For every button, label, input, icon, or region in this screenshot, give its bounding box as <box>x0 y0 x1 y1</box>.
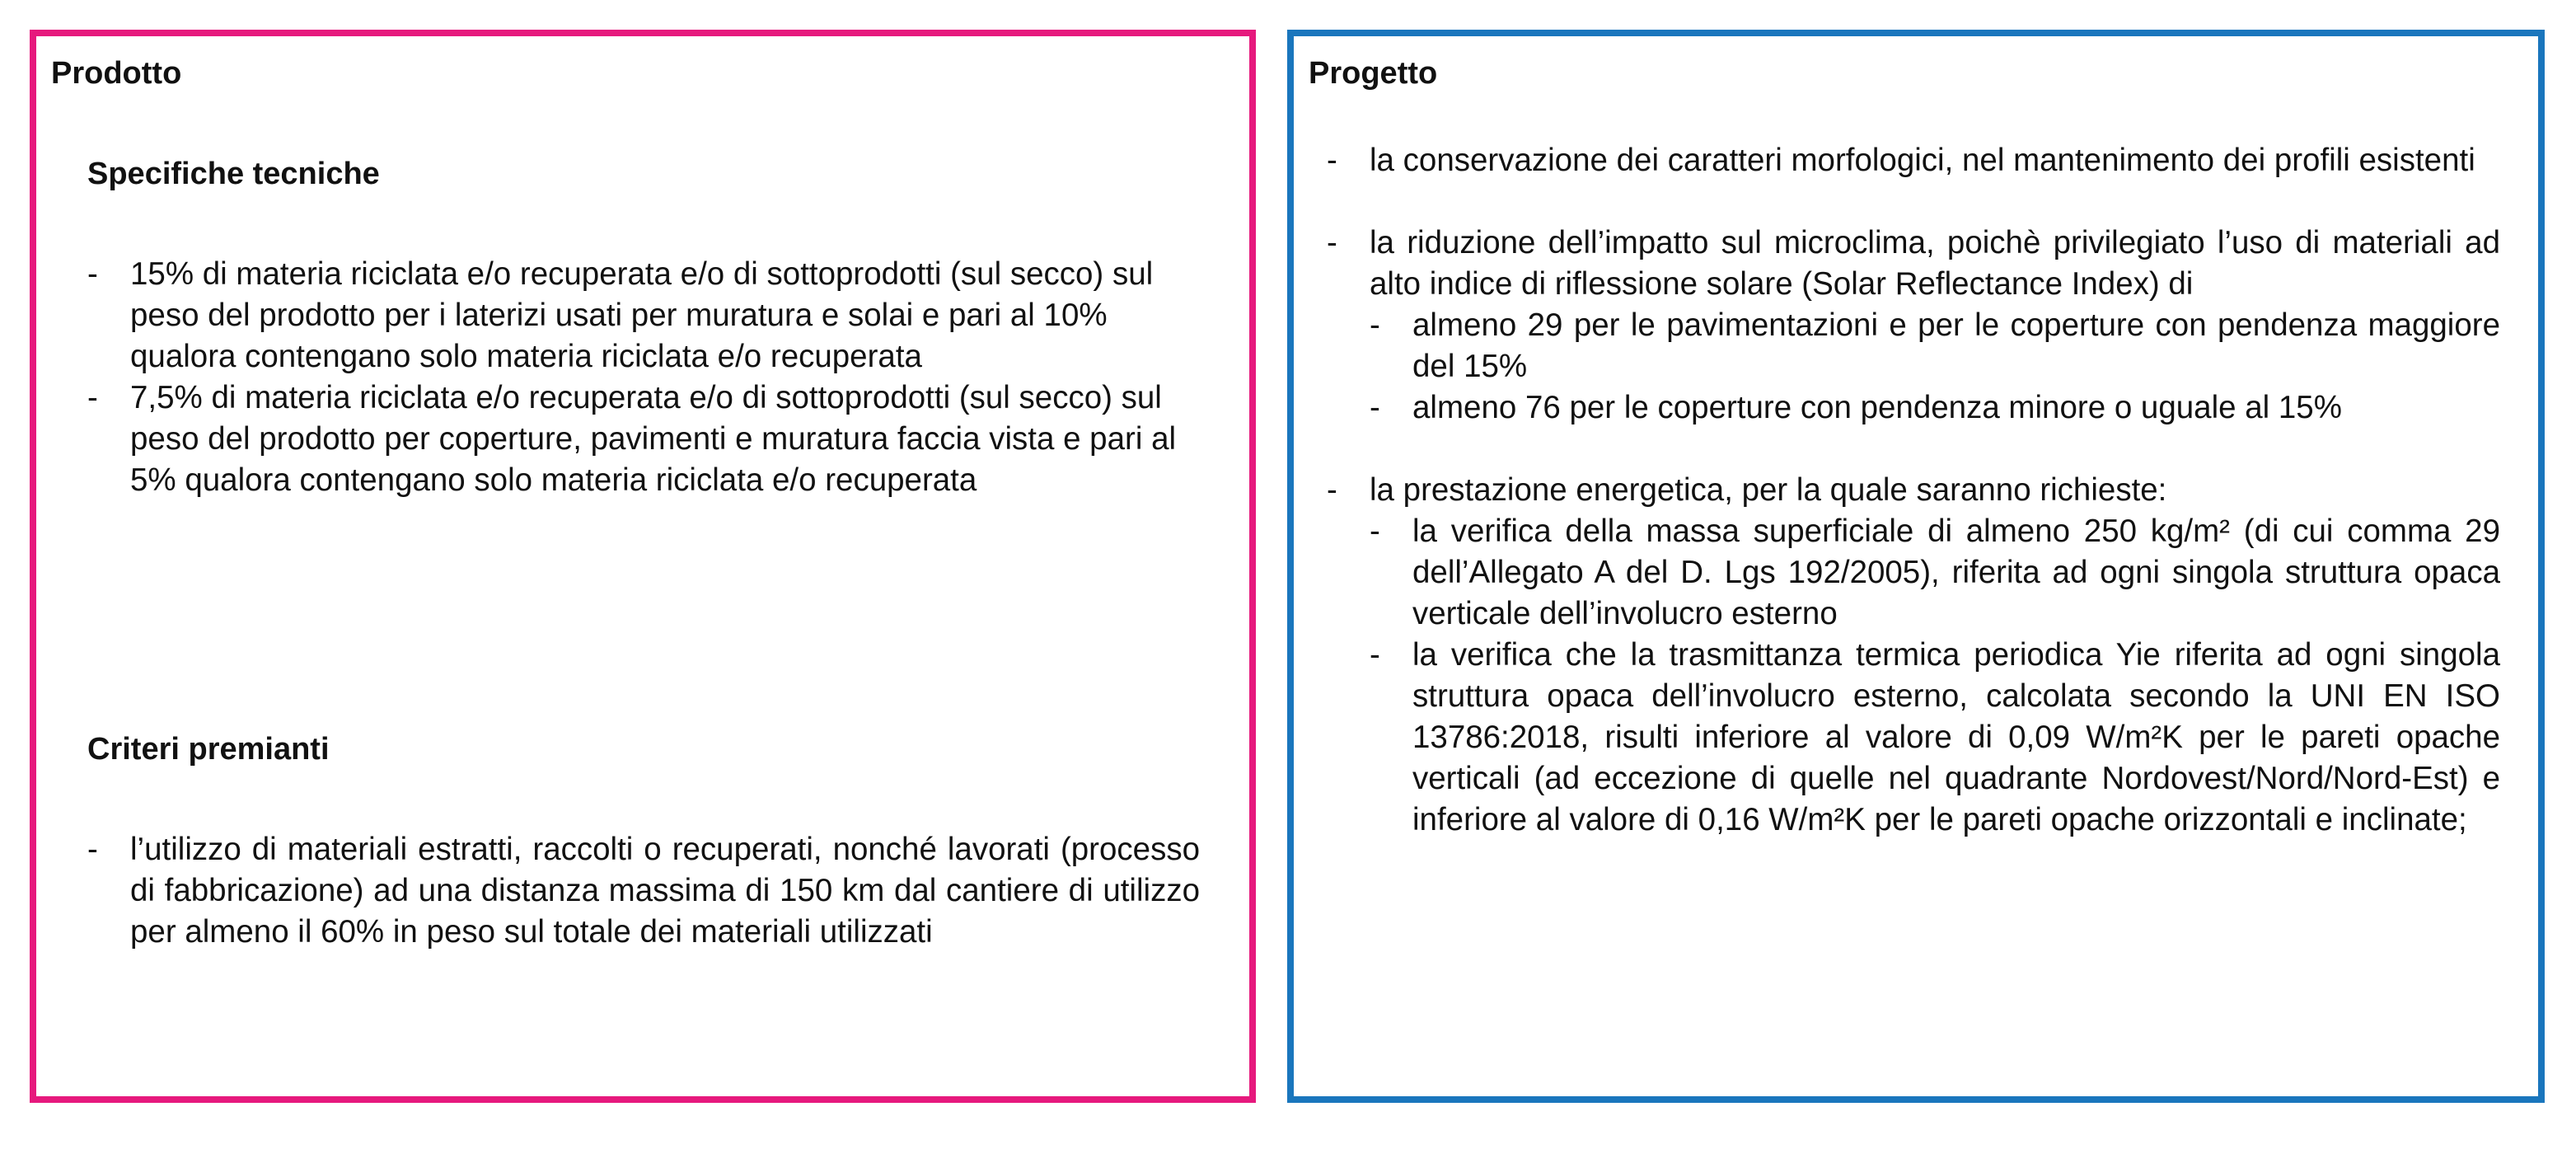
list-item-text: 7,5% di materia riciclata e/o recuperata e/o di sottoprodotti (sul secco) sul peso del prodotto per coperture, pavimenti e muratura faccia vista e pari al 5% qualora contengano solo materia riciclata e/o recuperata <box>130 380 1177 498</box>
sub-list-item-text: la verifica che la trasmittanza termica periodica Yie riferita ad ogni singola struttura opaca dell’involucro esterno, calcolata secondo la UNI EN ISO 13786:2018, risulti inferiore al valore di 0,09 W/m²K per le pareti opache verticali (ad eccezione di quelle nel quadrante Nordovest/Nord/Nord-Est) e inferiore al valore di 0,16 W/m²K per le pareti opache orizzontali e inclinate; <box>1412 637 2500 837</box>
sub-list-item <box>1370 635 2500 841</box>
sub-list-item <box>1370 305 2500 387</box>
sub-list-item-text: la verifica della massa superficiale di almeno 250 kg/m² (di cui comma 29 dell’Allegato A del D. Lgs 192/2005), riferita ad ogni singola struttura opaca verticale dell’involucro esterno <box>1412 514 2500 631</box>
bullet-dash: - <box>1370 514 1380 549</box>
sub-list <box>1370 305 2500 429</box>
specifiche-tecniche-heading: Specifiche tecniche <box>87 157 380 191</box>
bullet-dash: - <box>1370 390 1380 425</box>
bullet-dash: - <box>87 256 98 292</box>
bullet-dash: - <box>87 832 98 867</box>
bullet-dash: - <box>1327 472 1337 508</box>
sub-list-item-text: almeno 29 per le pavimentazioni e per le coperture con pendenza maggiore del 15% <box>1412 307 2500 384</box>
progetto-list <box>1327 140 2500 841</box>
list-item-text: la prestazione energetica, per la quale saranno richieste: <box>1370 472 2167 508</box>
progetto-heading: Progetto <box>1309 56 1438 91</box>
list-item <box>1327 140 2500 181</box>
bullet-dash: - <box>1370 307 1380 343</box>
list-item-text: l’utilizzo di materiali estratti, raccolti o recuperati, nonché lavorati (processo di fabbricazione) ad una distanza massima di 150 km dal cantiere di utilizzo per almeno il 60% in peso sul totale dei materiali utilizzati <box>130 832 1200 950</box>
list-item-text: 15% di materia riciclata e/o recuperata e/o di sottoprodotti (sul secco) sul peso del prodotto per i laterizi usati per muratura e solai e pari al 10% qualora contengano solo materia riciclata e/o recuperata <box>130 256 1154 374</box>
list-item <box>87 829 1200 953</box>
criteri-premianti-heading: Criteri premianti <box>87 732 330 767</box>
sub-list <box>1370 511 2500 841</box>
list-item-text: la conservazione dei caratteri morfologici, nel mantenimento dei profili esistenti <box>1370 143 2475 178</box>
criteri-premianti-list <box>87 829 1200 953</box>
sub-list-item-text: almeno 76 per le coperture con pendenza minore o uguale al 15% <box>1412 390 2342 425</box>
list-item <box>87 378 1200 501</box>
list-item <box>1327 223 2500 429</box>
specifiche-tecniche-list <box>87 254 1200 501</box>
bullet-dash: - <box>1327 225 1337 260</box>
bullet-dash: - <box>87 380 98 415</box>
list-item <box>1327 470 2500 841</box>
list-item <box>87 254 1200 378</box>
sub-list-item <box>1370 511 2500 635</box>
prodotto-heading: Prodotto <box>51 56 182 91</box>
bullet-dash: - <box>1370 637 1380 673</box>
list-item-text: la riduzione dell’impatto sul microclima, poichè privilegiato l’uso di materiali ad alto indice di riflessione solare (Solar Reflectance Index) di <box>1370 225 2500 302</box>
sub-list-item <box>1370 387 2500 429</box>
bullet-dash: - <box>1327 143 1337 178</box>
